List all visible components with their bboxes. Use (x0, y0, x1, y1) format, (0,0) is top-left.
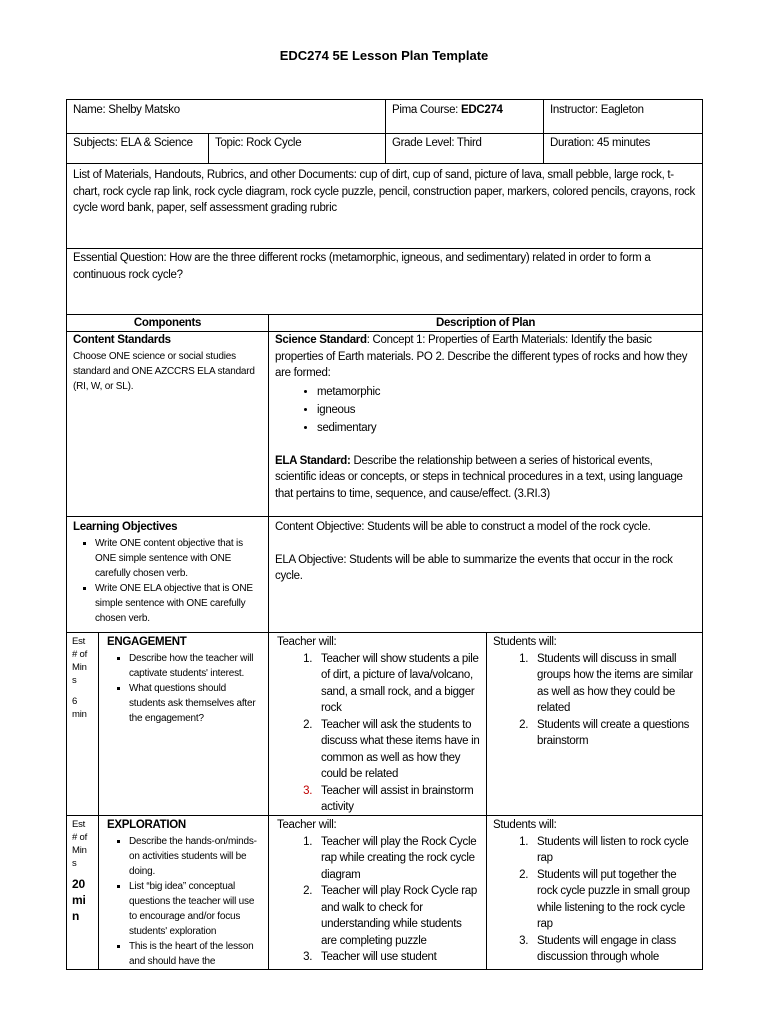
engagement-teacher-list (277, 651, 480, 816)
ela-standard-text: Describe the relationship between a series of historical events, scientific ideas or concepts, or steps in technical procedures in a text, using language that pertains to time, sequence, and cause/effect. (3.RI.3) (275, 454, 683, 500)
grade-level: Grade Level: Third (392, 137, 482, 149)
list-item: ▪ This is the heart of the lesson and should have the (129, 939, 264, 969)
content-objective: Content Objective: Students will be able to construct a model of the rock cycle. (275, 521, 651, 533)
subjects: Subjects: ELA & Science (73, 137, 193, 149)
exploration-est-minutes (67, 816, 98, 969)
materials-cell (67, 164, 702, 248)
essential-question: Essential Question: How are the three different rocks (metamorphic, igneous, and sedimentary) related in order to form a continuous rock cycle? (73, 252, 651, 281)
engagement-help (107, 651, 264, 726)
content-standards-heading: Content Standards (73, 334, 171, 346)
duration: Duration: 45 minutes (550, 137, 651, 149)
exploration-heading: EXPLORATION (107, 819, 186, 831)
instructor: Instructor: Eagleton (550, 104, 644, 116)
engagement-heading: ENGAGEMENT (107, 636, 187, 648)
est-label: Est (72, 819, 86, 830)
list-item: 3. Teacher will use student (315, 949, 480, 966)
list-item: ▪ Describe the hands-on/minds-on activities students will be doing. (129, 834, 264, 879)
content-standards-help: Choose ONE science or social studies standard and ONE AZCCRS ELA standard (RI, W, or SL). (73, 350, 255, 392)
learning-objectives-description (269, 517, 702, 632)
engagement-unit: min (72, 709, 87, 720)
science-standard-label: Science Standard (275, 334, 367, 346)
components-heading: Components (133, 317, 202, 329)
description-heading: Description of Plan (435, 317, 536, 329)
grade-cell (386, 134, 543, 163)
science-standard-text: : Concept 1: Properties of Earth Materials: Identify the basic properties of Earth materials. PO 2. Describe the different types of rocks and how they are formed: (275, 334, 688, 379)
ela-standard (275, 453, 696, 503)
list-item: ▪ Write ONE content objective that is ONE simple sentence with ONE carefully chosen verb. (95, 536, 262, 581)
ela-standard-label: ELA Standard: (275, 454, 351, 467)
list-item: • sedimentary (317, 419, 696, 437)
est-label: # of (72, 832, 88, 843)
minutes-part: n (72, 909, 80, 923)
exploration-students-list (493, 834, 696, 966)
subjects-cell (67, 134, 208, 163)
ela-objective: ELA Objective: Students will be able to summarize the events that occur in the rock cycle. (275, 553, 673, 582)
teacher-will-label: Teacher will: (277, 819, 337, 831)
exploration-component (99, 816, 268, 969)
est-label: s (72, 858, 77, 869)
list-item: ▪ Write ONE ELA objective that is ONE simple sentence with ONE carefully chosen verb. (95, 581, 262, 626)
est-label: Min (72, 845, 87, 856)
list-item: • metamorphic (317, 383, 696, 401)
engagement-minutes: 6 (72, 696, 78, 707)
exploration-teacher (269, 816, 486, 969)
rock-types-list (275, 383, 696, 437)
exploration-minutes (72, 876, 98, 924)
list-item: ▪ List “big idea” conceptual questions the teacher will use to encourage and/or focus students' exploration (129, 879, 264, 939)
list-item: • igneous (317, 401, 696, 419)
list-item: 3. Students will engage in class discussion through whole (531, 933, 696, 966)
list-item: 2. Teacher will ask the students to discuss what these items have in common as well as how they could be related (315, 717, 480, 783)
science-standard (275, 332, 696, 382)
list-item: 1. Teacher will show students a pile of dirt, a picture of lava/volcano, sand, a small rock, and a bigger rock (315, 651, 480, 717)
page-title: EDC274 5E Lesson Plan Template (279, 48, 489, 63)
pima-course-value: EDC274 (460, 104, 503, 116)
pima-course-cell (386, 100, 543, 133)
learning-objectives-help (73, 536, 262, 626)
engagement-students (487, 633, 702, 815)
topic-cell (209, 134, 385, 163)
student-name: Name: Shelby Matsko (73, 104, 180, 116)
list-item: 2. Teacher will play Rock Cycle rap and walk to check for understanding while students are completing puzzle (315, 883, 480, 949)
list-item: 2. Students will create a questions brainstorm (531, 717, 696, 750)
content-standards-description (269, 332, 702, 516)
content-standards-component (67, 332, 268, 516)
duration-cell (544, 134, 702, 163)
minutes-part: 20 (72, 877, 85, 891)
pima-course-label: Pima Course: (392, 104, 461, 116)
engagement-students-list (493, 651, 696, 750)
est-label: # of (72, 649, 88, 660)
engagement-teacher (269, 633, 486, 815)
engagement-component (99, 633, 268, 815)
list-item: 3. Teacher will assist in brainstorm activity (315, 783, 480, 816)
list-item: ▪ Describe how the teacher will captivate students' interest. (129, 651, 264, 681)
essential-question-cell (67, 249, 702, 314)
students-will-label: Students will: (493, 636, 557, 648)
instructor-cell (544, 100, 702, 133)
list-item: 2. Students will put together the rock cycle puzzle in small group while listening to the rock cycle rap (531, 867, 696, 933)
est-label: Est (72, 636, 86, 647)
exploration-teacher-list (277, 834, 480, 966)
engagement-est-minutes (67, 633, 98, 815)
est-label: s (72, 675, 77, 686)
exploration-help (107, 834, 264, 969)
list-item: ▪ What questions should students ask themselves after the engagement? (129, 681, 264, 726)
est-label: Min (72, 662, 87, 673)
list-item: 1. Teacher will play the Rock Cycle rap while creating the rock cycle diagram (315, 834, 480, 884)
list-item: 1. Students will listen to rock cycle rap (531, 834, 696, 867)
exploration-students (487, 816, 702, 969)
learning-objectives-component (67, 517, 268, 632)
teacher-will-label: Teacher will: (277, 636, 337, 648)
materials-list: List of Materials, Handouts, Rubrics, and other Documents: cup of dirt, cup of sand, picture of lava, small pebble, large rock, t-chart, rock cycle rap link, rock cycle diagram, rock cycle puzzle, pencil, construction paper, markers, colored pencils, crayons, rock cycle word bank, paper, self assessment grading rubric (73, 169, 695, 214)
students-will-label: Students will: (493, 819, 557, 831)
list-item: 1. Students will discuss in small groups how the items are similar as well as how they could be related (531, 651, 696, 717)
learning-objectives-heading: Learning Objectives (73, 521, 178, 533)
minutes-part: mi (72, 893, 86, 907)
name-cell (67, 100, 385, 133)
topic: Topic: Rock Cycle (215, 137, 302, 149)
